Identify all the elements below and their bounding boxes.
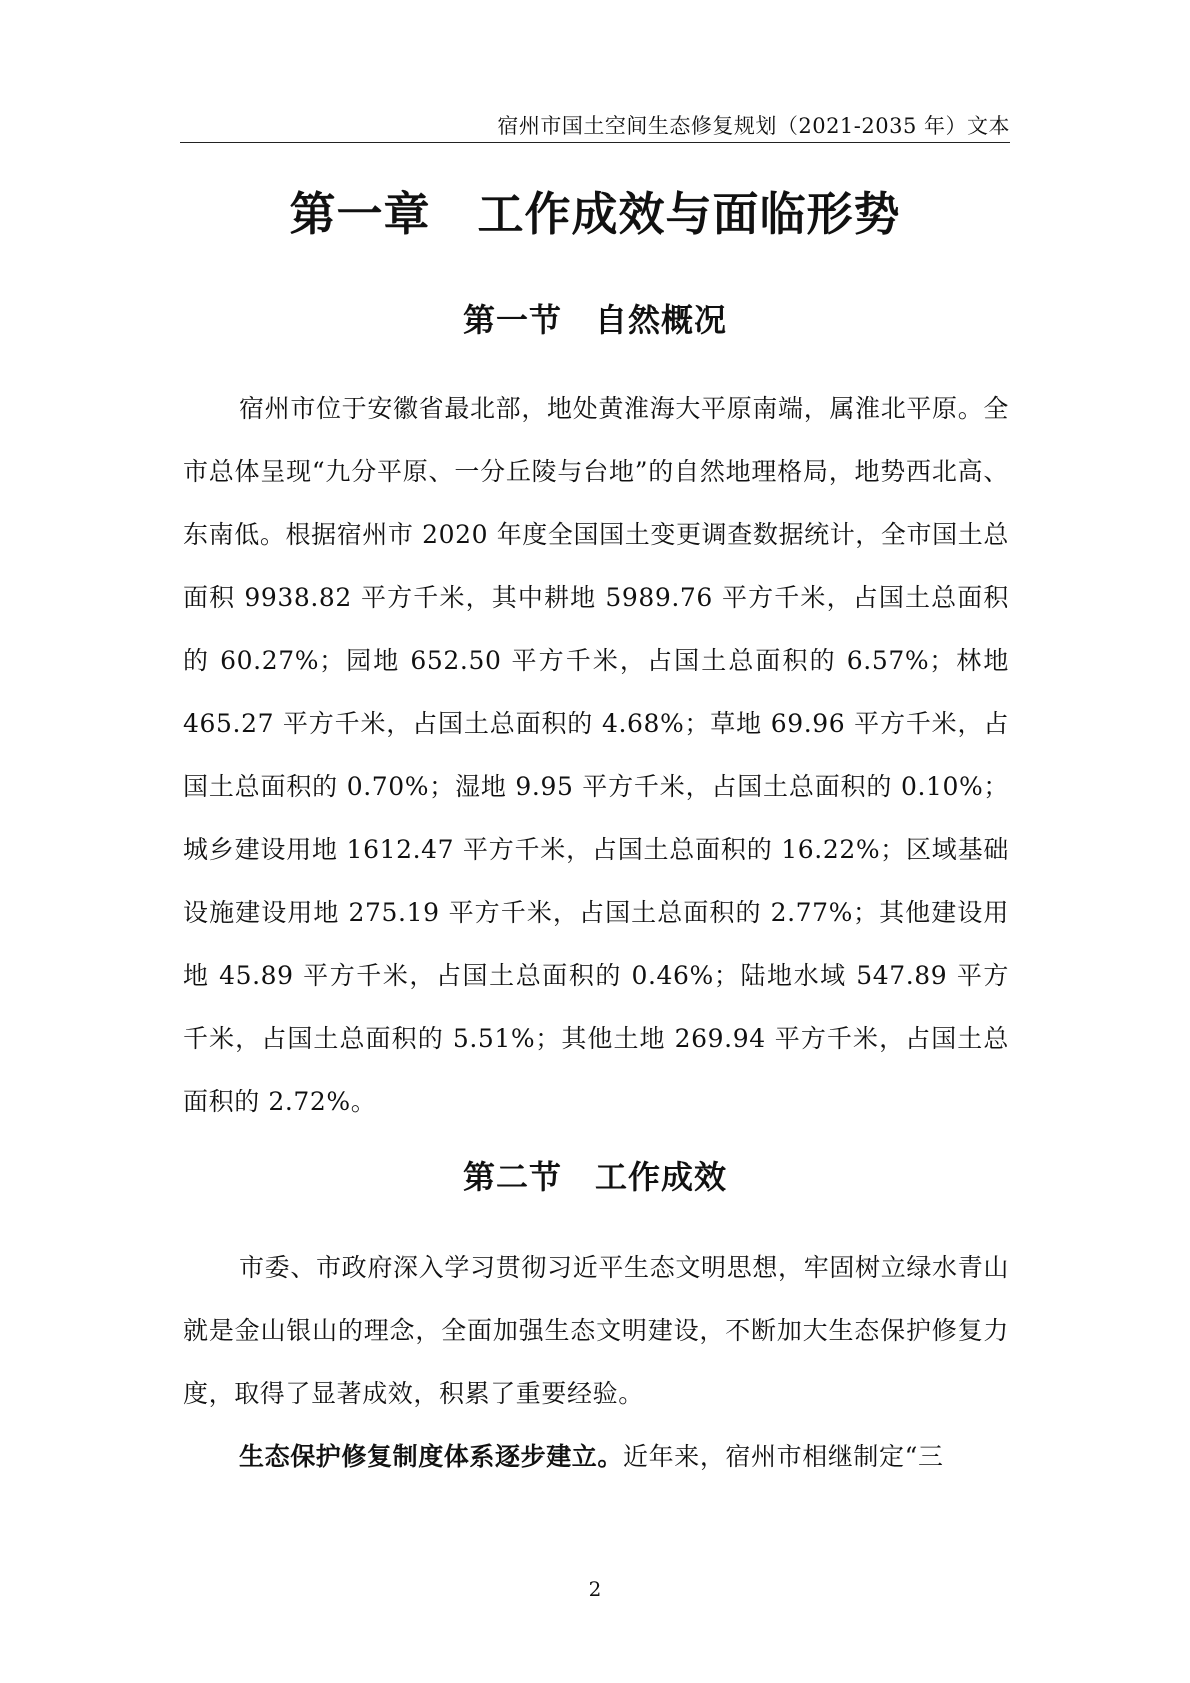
section-title-work-achievements: 第二节 工作成效: [462, 1158, 727, 1196]
paragraph-natural-overview: 宿州市位于安徽省最北部，地处黄淮海大平原南端，属淮北平原。全市总体呈现“九分平原、一分丘陵与台地”的自然地理格局，地势西北高、东南低。根据宿州市 2020 年度全国国土变更调查数据统计，全市国土总面积 9938.82 平方千米，其中耕地 5989.76 平方千米，占国土总面积的 60.27%；园地 652.50 平方千米，占国土总面积的 6.57%；林地 465.27 平方千米，占国土总面积的 4.68%；草地 69.96 平方千米，占国土总面积的 0.70%；湿地 9.95 平方千米，占国土总面积的 0.10%；城乡建设用地 1612.47 平方千米，占国土总面积的 16.22%；区域基础设施建设用地 275.19 平方千米，占国土总面积的 2.77%；其他建设用地 45.89 平方千米，占国土总面积的 0.46%；陆地水域 547.89 平方千米，占国土总面积的 5.51%；其他土地 269.94 平方千米，占国土总面积的 2.72%。: [183, 394, 1009, 1116]
paragraph-institutional-system: [183, 1425, 1009, 1488]
paragraph-lead-rest: 近年来，宿州市相继制定“三: [623, 1442, 944, 1471]
section-title-natural-overview: 第一节 自然概况: [462, 301, 727, 339]
chapter-title: 第一章 工作成效与面临形势: [289, 187, 901, 241]
paragraph-bold-lead: 生态保护修复制度体系逐步建立。: [239, 1442, 624, 1471]
running-header: 宿州市国土空间生态修复规划（2021-2035 年）文本: [497, 114, 1010, 138]
page-number: 2: [588, 1577, 602, 1601]
header-rule: [180, 142, 1010, 143]
paragraph-work-achievements: 市委、市政府深入学习贯彻习近平生态文明思想，牢固树立绿水青山就是金山银山的理念，全面加强生态文明建设，不断加大生态保护修复力度，取得了显著成效，积累了重要经验。: [183, 1253, 1009, 1408]
